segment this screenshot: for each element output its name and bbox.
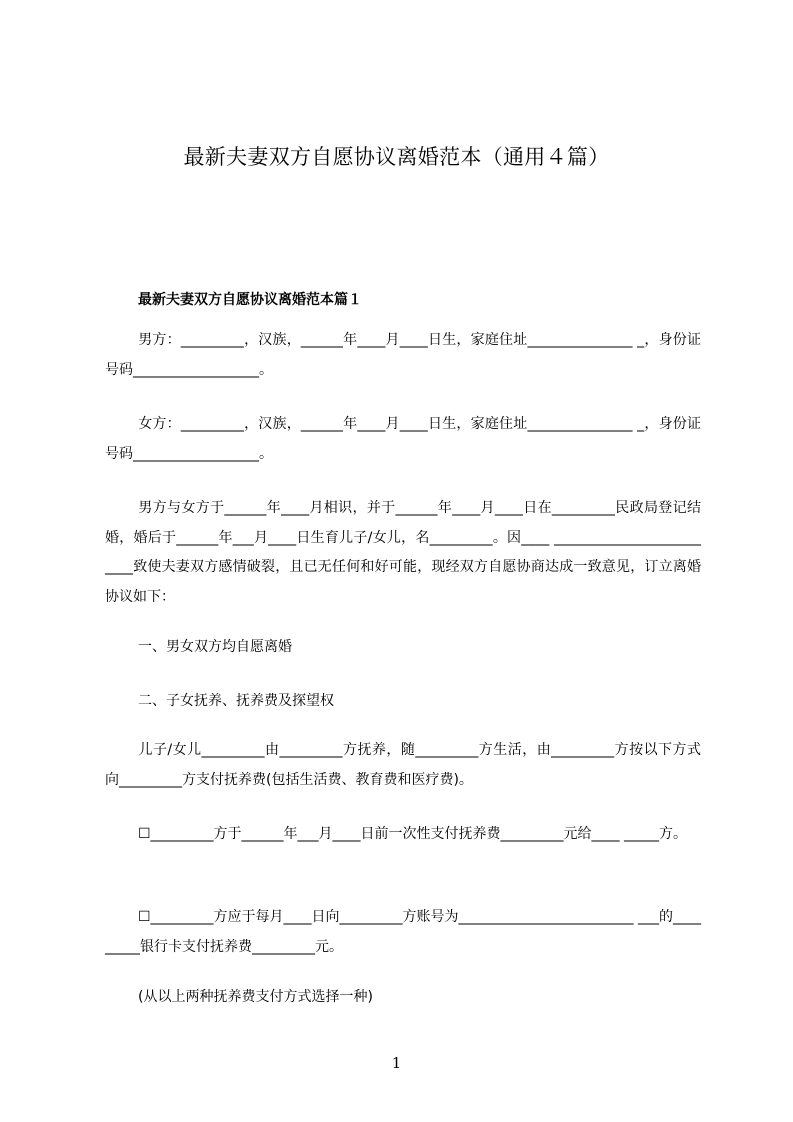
- paragraph-text: 女方：_________，汉族，______年____月____日生，家庭住址_______________ _，身份证号码__________________。: [105, 416, 701, 462]
- payment-method-note: (从以上两种抚养费支付方式选择一种): [138, 989, 373, 1005]
- document-title: 最新夫妻双方自愿协议离婚范本（通用４篇）: [183, 145, 610, 169]
- paragraph-marriage-history: [105, 494, 701, 612]
- paragraph-text: ☐_________方应于每月____日向_________方账号为_________________________ ___的_________银行卡支付抚养费_________元。: [105, 909, 702, 955]
- paragraph-text: 男方与女方于______年____月相识，并于______年____月____日在_________民政局登记结婚，婚后于______年___月____日生育儿子/女儿，名_________。因____ _________________________致使夫妻双方感情破裂，且已无任何和好可能，现经双方自愿协商达成一致意见，订立离婚协议如下：: [105, 500, 701, 605]
- clause-2: 二、子女抚养、抚养费及探望权: [138, 693, 334, 709]
- paragraph-text: 儿子/女儿_________由_________方抚养，随_________方生活，由_________方按以下方式向_________方支付抚养费(包括生活费、教育费和医疗费)。: [105, 742, 701, 788]
- paragraph-husband-info: [105, 326, 701, 385]
- paragraph-text: ☐_________方于______年___月____日前一次性支付抚养费_________元给____ _____方。: [138, 826, 687, 842]
- paragraph-child-custody: [105, 736, 701, 795]
- paragraph-wife-info: [105, 410, 701, 469]
- paragraph-text: 男方：_________，汉族，______年____月____日生，家庭住址_______________ _，身份证号码__________________。: [105, 332, 701, 378]
- section-heading: 最新夫妻双方自愿协议离婚范本篇１: [138, 292, 362, 308]
- paragraph-lump-sum-option: [105, 820, 701, 850]
- page-number: 1: [391, 1054, 402, 1072]
- paragraph-monthly-option: [105, 903, 701, 962]
- clause-1: 一、男女双方均自愿离婚: [138, 639, 292, 655]
